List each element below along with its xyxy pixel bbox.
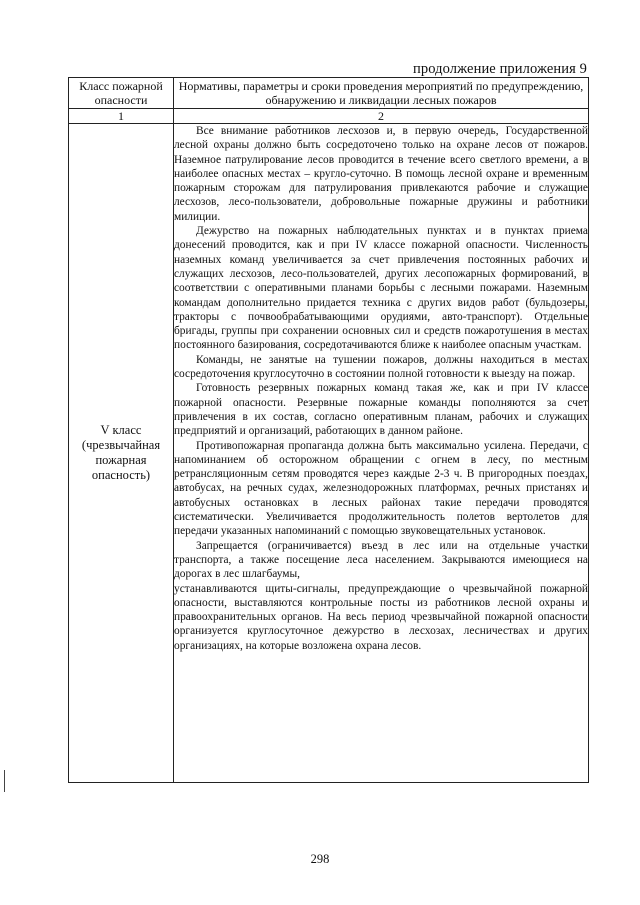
column-header-measures: Нормативы, параметры и сроки проведения мероприятий по предупреждению, обнаружению и ликвидации лесных пожаров xyxy=(174,78,589,109)
table-row xyxy=(69,124,589,783)
column-number-1: 1 xyxy=(69,109,174,124)
fire-class-cell: V класс (чрезвычайная пожарная опасность) xyxy=(69,124,174,783)
paragraph: Все внимание работников лесхозов и, в первую очередь, Государственной лесной охраны должно быть сосредоточено только на охране лесов от пожаров. Наземное патрулирование лесов проводится в течение всего светлого времени, а в наиболее опасных местах – кругло-суточно. В помощь лесной охране и временным пожарным сторожам для патрулирования привлекаются рабочие и служащие лесхозов, лесо-пользователи, добровольные пожарные дружины и работники милиции. xyxy=(174,125,588,223)
measures-cell xyxy=(174,124,589,783)
paragraph: Противопожарная пропаганда должна быть максимально усилена. Передачи, с напоминанием об осторожном обращении с огнем в лесу, по местным ретрансляционным сетям проводятся через каждые 2-3 ч. В пригородных поездах, автобусах, на речных судах, железнодорожных платформах, речных пристанях и автобусных остановках в лесных районах такие передачи проводятся систематически. Увеличивается продолжительность полетов вертолетов для передачи указанных напоминаний с помощью звуковещательных установок. xyxy=(174,439,588,538)
table-header-row xyxy=(69,78,589,109)
paragraph: Готовность резервных пожарных команд такая же, как и при IV классе пожарной опасности. Резервные пожарные команды пополняются за счет привлечения в их состав, согласно оперативным планам, рабочих и служащих предприятий и организаций, работающих в данном районе. xyxy=(174,382,588,438)
paragraph: Дежурство на пожарных наблюдательных пунктах и в пунктах приема донесений проводится, как и при IV классе пожарной опасности. Численность наземных команд увеличивается за счет привлечения постоянных рабочих и служащих лесхозов, лесо-пользователей, других лесопожарных формирований, в соответствии с оперативными планами борьбы с лесными пожарами. Наземным командам дополнительно придается техника с других видов работ (бульдозеры, тракторы с почвообрабатывающими орудиями, авто-транспорт). Отдельные бригады, группы при сохранении основных сил и средств пожаротушения в местах постоянного базирования, сосредотачиваются ближе к наиболее опасным участкам. xyxy=(174,225,588,352)
paragraph: устанавливаются щиты-сигналы, предупреждающие о чрезвычайной пожарной опасности, выставляются контрольные посты из работников лесной охраны и правоохранительных органов. На весь период чрезвычайной пожарной опасности организуется круглосуточное дежурство в лесхозах, лесничествах и других организациях, на которые возложена охрана лесов. xyxy=(174,582,588,652)
fire-measures-table xyxy=(68,77,589,783)
paragraph: Запрещается (ограничивается) въезд в лес или на отдельные участки транспорта, а также посещение леса населением. Закрываются имеющиеся на дорогах в лес шлагбаумы, xyxy=(174,539,588,581)
column-header-class: Класс пожарной опасности xyxy=(69,78,174,109)
table-number-row xyxy=(69,109,589,124)
column-number-2: 2 xyxy=(174,109,589,124)
continuation-header: продолжение приложения 9 xyxy=(413,61,587,77)
paragraph: Команды, не занятые на тушении пожаров, должны находиться в местах сосредоточения круглосуточно в состоянии полной готовности к выезду на пожар. xyxy=(174,353,588,381)
page-number: 298 xyxy=(310,852,330,866)
scan-edge-mark xyxy=(4,770,5,792)
